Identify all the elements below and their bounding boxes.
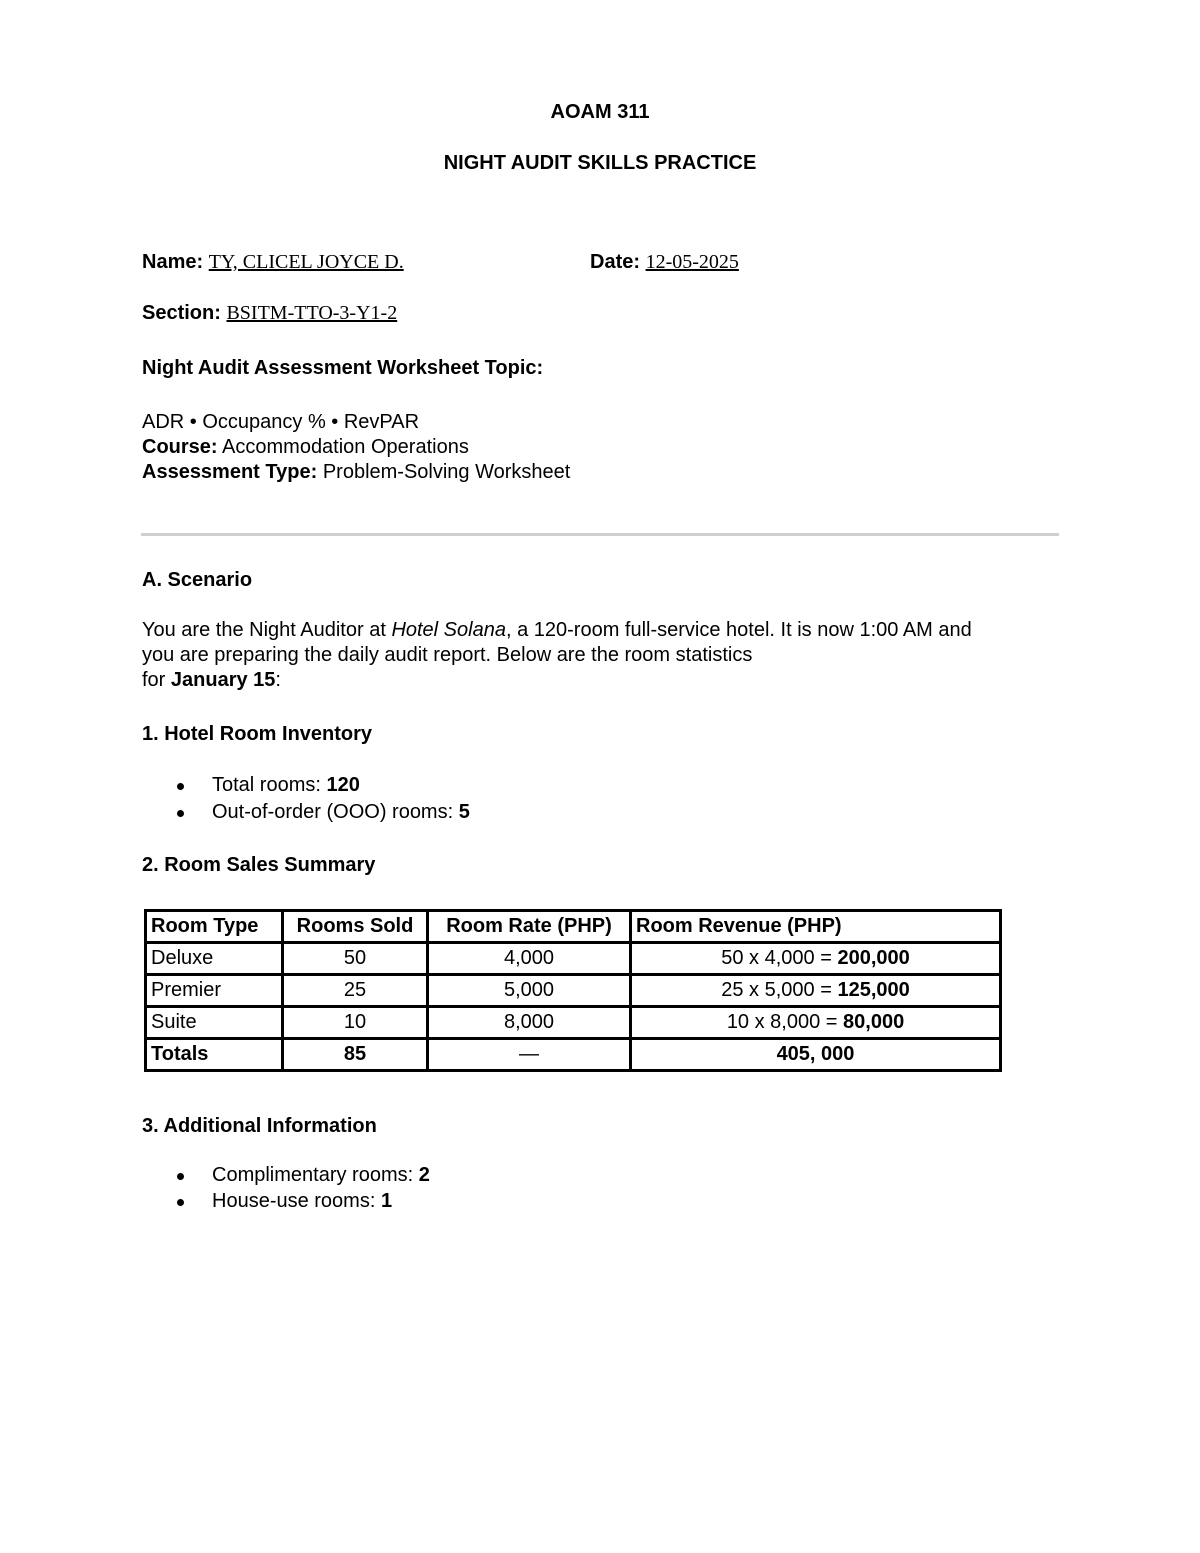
room-type-cell: Premier: [146, 975, 283, 1007]
list-item: [142, 1188, 430, 1214]
revenue-value: 200,000: [837, 947, 910, 969]
scenario-text-2: , a 120-room full-service hotel. It is now 1:00 AM and: [505, 619, 972, 641]
revenue-value: 80,000: [843, 1011, 905, 1033]
revenue-calc: 25 x 5,000 =: [721, 979, 838, 1001]
scenario-line-2: you are preparing the daily audit report. Below are the room statistics: [142, 644, 753, 666]
inventory-list: [142, 772, 470, 826]
revenue-calc: 10 x 8,000 =: [726, 1011, 844, 1033]
name-value: TY, CLICEL JOYCE D.: [208, 251, 404, 273]
inventory-heading: 1. Hotel Room Inventory: [142, 723, 373, 745]
section-divider: [141, 533, 1059, 536]
section-value: BSITM-TTO-3-Y1-2: [226, 302, 398, 324]
totals-revenue-cell: 405, 000: [631, 1039, 1001, 1071]
room-sales-table: [144, 909, 1002, 1072]
course-value: Accommodation Operations: [217, 436, 469, 458]
sales-heading: 2. Room Sales Summary: [142, 854, 376, 876]
date-row: [590, 250, 739, 275]
room-revenue-cell: [631, 943, 1001, 975]
room-rate-cell: 4,000: [428, 943, 631, 975]
scenario-text-1: You are the Night Auditor at: [142, 619, 392, 641]
table-totals-row: [146, 1039, 1001, 1071]
totals-label-cell: Totals: [146, 1039, 283, 1071]
scenario-line-1: [142, 618, 972, 643]
revenue-value: 125,000: [837, 979, 910, 1001]
bullet-icon: [177, 783, 184, 790]
table-row: [146, 975, 1001, 1007]
assessment-type-row: [142, 460, 570, 485]
course-code: AOAM 311: [550, 101, 650, 123]
rooms-sold-cell: 10: [283, 1007, 428, 1039]
additional-heading: 3. Additional Information: [142, 1115, 377, 1137]
bullet-icon: [177, 1173, 184, 1180]
room-revenue-cell: [631, 1007, 1001, 1039]
item-label: Complimentary rooms:: [212, 1164, 419, 1186]
assessment-type-label: Assessment Type:: [142, 461, 318, 483]
name-label: Name:: [142, 251, 204, 273]
room-type-cell: Deluxe: [146, 943, 283, 975]
rooms-sold-cell: 25: [283, 975, 428, 1007]
list-item: [142, 1162, 430, 1188]
revenue-calc: 50 x 4,000 =: [721, 947, 838, 969]
totals-sold-cell: 85: [283, 1039, 428, 1071]
date-label: Date:: [590, 251, 641, 273]
room-rate-cell: 5,000: [428, 975, 631, 1007]
hotel-name: Hotel Solana: [391, 619, 506, 641]
scenario-text-5: :: [275, 669, 281, 691]
audit-date: January 15: [170, 669, 276, 691]
item-value: 120: [326, 774, 360, 796]
rooms-sold-cell: 50: [283, 943, 428, 975]
scenario-text: [142, 618, 972, 693]
topic-heading: Night Audit Assessment Worksheet Topic:: [142, 357, 544, 379]
table-row: [146, 943, 1001, 975]
assessment-type-value: Problem-Solving Worksheet: [317, 461, 571, 483]
column-header: Room Type: [146, 911, 283, 943]
item-value: 5: [458, 801, 470, 823]
column-header: Room Rate (PHP): [428, 911, 631, 943]
topic-metrics: ADR • Occupancy % • RevPAR: [142, 411, 420, 433]
section-label: Section:: [142, 302, 221, 324]
column-header: Room Revenue (PHP): [631, 911, 1001, 943]
scenario-text-4: for: [142, 669, 171, 691]
list-item: [142, 772, 470, 799]
course-label: Course:: [142, 436, 218, 458]
course-row: [142, 435, 469, 460]
bullet-icon: [177, 810, 184, 817]
room-revenue-cell: [631, 975, 1001, 1007]
item-value: 2: [418, 1164, 430, 1186]
table-header-row: [146, 911, 1001, 943]
item-value: 1: [380, 1190, 393, 1212]
item-label: Out-of-order (OOO) rooms:: [212, 801, 459, 823]
room-rate-cell: 8,000: [428, 1007, 631, 1039]
bullet-icon: [177, 1199, 184, 1206]
table-row: [146, 1007, 1001, 1039]
scenario-line-3: [142, 668, 972, 693]
room-type-cell: Suite: [146, 1007, 283, 1039]
item-label: House-use rooms:: [212, 1190, 381, 1212]
additional-list: [142, 1162, 430, 1214]
item-label: Total rooms:: [212, 774, 327, 796]
section-row: [142, 301, 397, 326]
column-header: Rooms Sold: [283, 911, 428, 943]
page-title: NIGHT AUDIT SKILLS PRACTICE: [443, 152, 757, 174]
date-value: 12-05-2025: [645, 251, 739, 273]
list-item: [142, 799, 470, 826]
name-row: [142, 250, 404, 275]
scenario-heading: A. Scenario: [142, 569, 253, 591]
totals-rate-cell: —: [428, 1039, 631, 1071]
